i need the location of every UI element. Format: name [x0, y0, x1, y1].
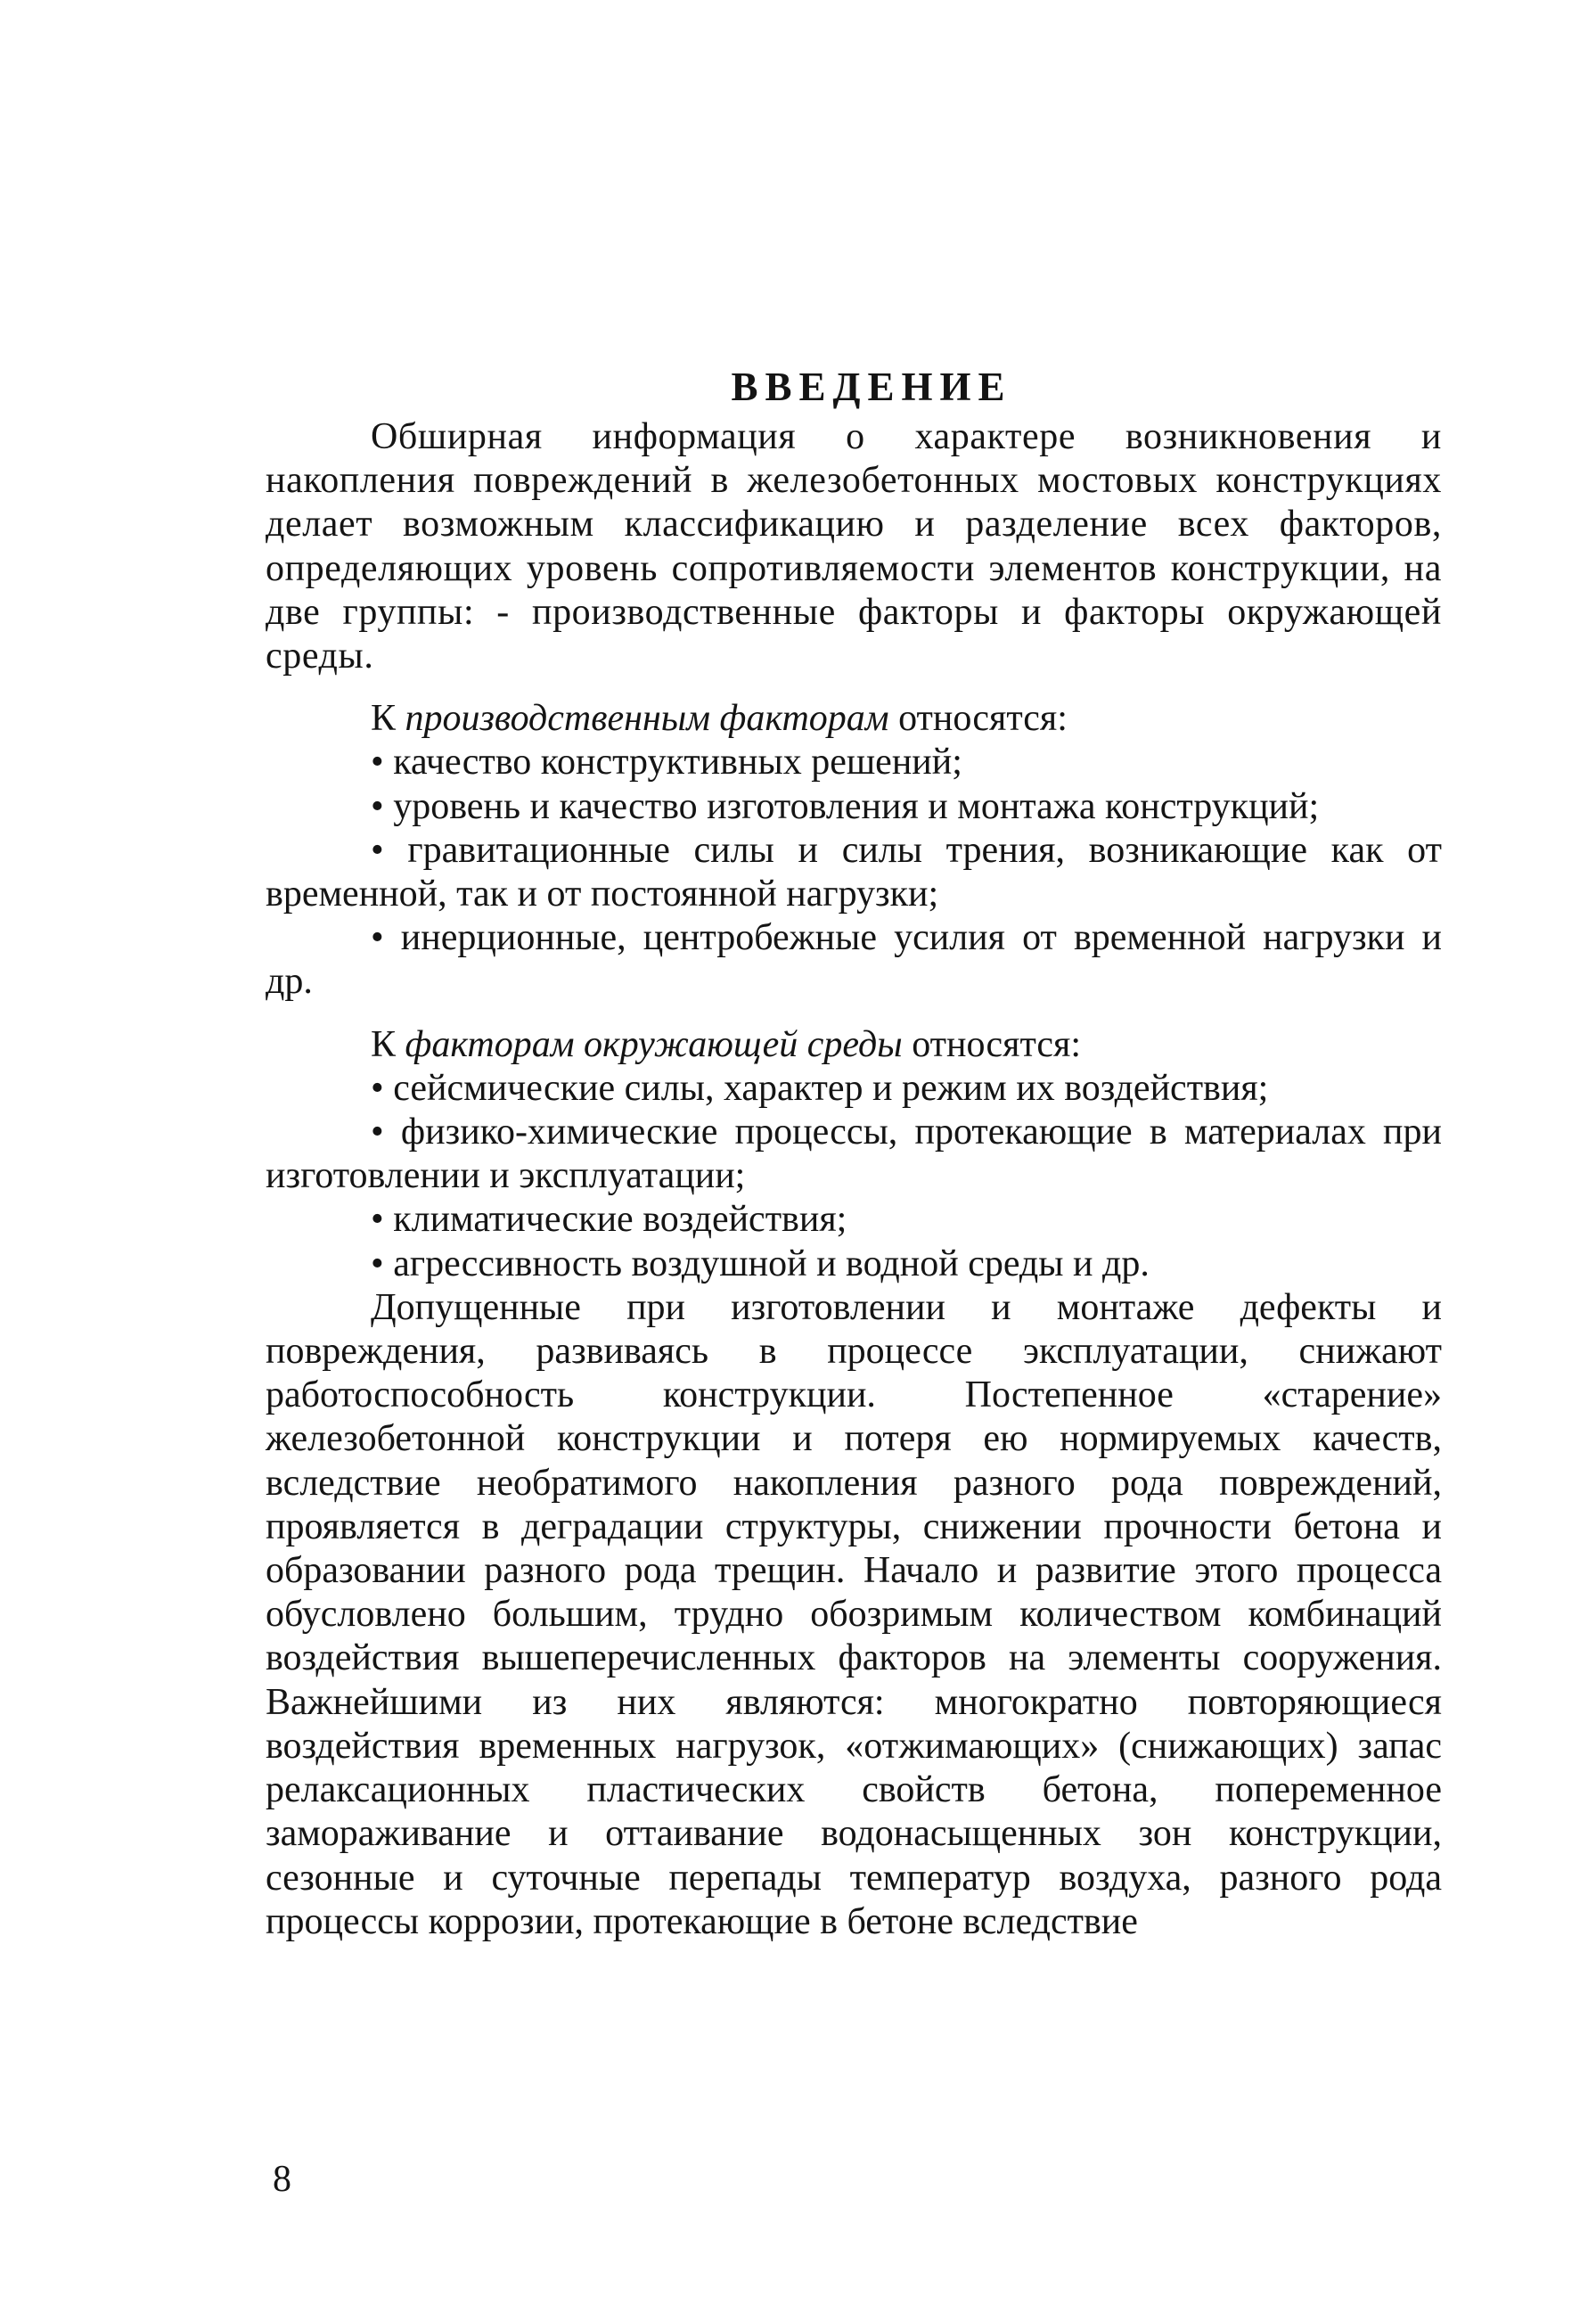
- production-lead-suffix: относятся:: [888, 698, 1068, 740]
- environment-item-1: • сейсмические силы, характер и режим их воздействия;: [371, 1067, 1269, 1109]
- production-item-1: • качество конструктивных решений;: [371, 742, 962, 783]
- intro-paragraph: Обширная информация о характере возникновения и накопления повреждений в железобетонных мостовых конструкциях делает возможным классификацию и разделение всех факторов, определяющих уровень сопротивляемости элементов конструкции, на две группы: - производственные факторы и факторы окружающей среды.: [266, 416, 1442, 677]
- environment-lead-term: факторам окружающей среды: [405, 1023, 903, 1065]
- closing-paragraph: Допущенные при изготовлении и монтаже дефекты и повреждения, развиваясь в процессе эксплуатации, снижают работоспособность конструкции. Постепенное «старение» железобетонной конструкции и потеря ею нормируемых качеств, вследствие необратимого накопления разного рода повреждений, проявляется в деградации структуры, снижении прочности бетона и образовании разного рода трещин. Начало и развитие этого процесса обусловлено большим, трудно обозримым количеством комбинаций воздействия вышеперечисленных факторов на элементы сооружения. Важнейшими из них являются: многократно повторяющиеся воздействия временных нагрузок, «отжимающих» (снижающих) запас релаксационных пластических свойств бетона, попеременное замораживание и оттаивание водонасыщенных зон конструкции, сезонные и суточные перепады температур воздуха, разного рода процессы коррозии, протекающие в бетоне вследствие: [266, 1286, 1442, 1942]
- environment-factors-lead: [266, 1023, 1442, 1067]
- production-item-4: • инерционные, центробежные усилия от временной нагрузки и др.: [266, 917, 1442, 1003]
- text-block: [266, 361, 1442, 1944]
- section-heading: ВВЕДЕНИЕ: [731, 365, 1012, 409]
- environment-item-4: • агрессивность воздушной и водной среды и др.: [371, 1243, 1150, 1284]
- environment-lead-prefix: К: [371, 1023, 405, 1065]
- environment-item-2: • физико-химические процессы, протекающие в материалах при изготовлении и эксплуатации;: [266, 1112, 1442, 1197]
- production-lead-prefix: К: [371, 698, 405, 740]
- production-item-2: • уровень и качество изготовления и монтажа конструкций;: [371, 785, 1320, 827]
- production-item-3: • гравитационные силы и силы трения, возникающие как от временной, так и от постоянной нагрузки;: [266, 829, 1442, 915]
- environment-item-3: • климатические воздействия;: [371, 1199, 847, 1241]
- production-factors-lead: [266, 697, 1442, 741]
- environment-lead-suffix: относятся:: [902, 1023, 1081, 1065]
- page-number: 8: [273, 2159, 291, 2200]
- production-lead-term: производственным факторам: [405, 698, 889, 740]
